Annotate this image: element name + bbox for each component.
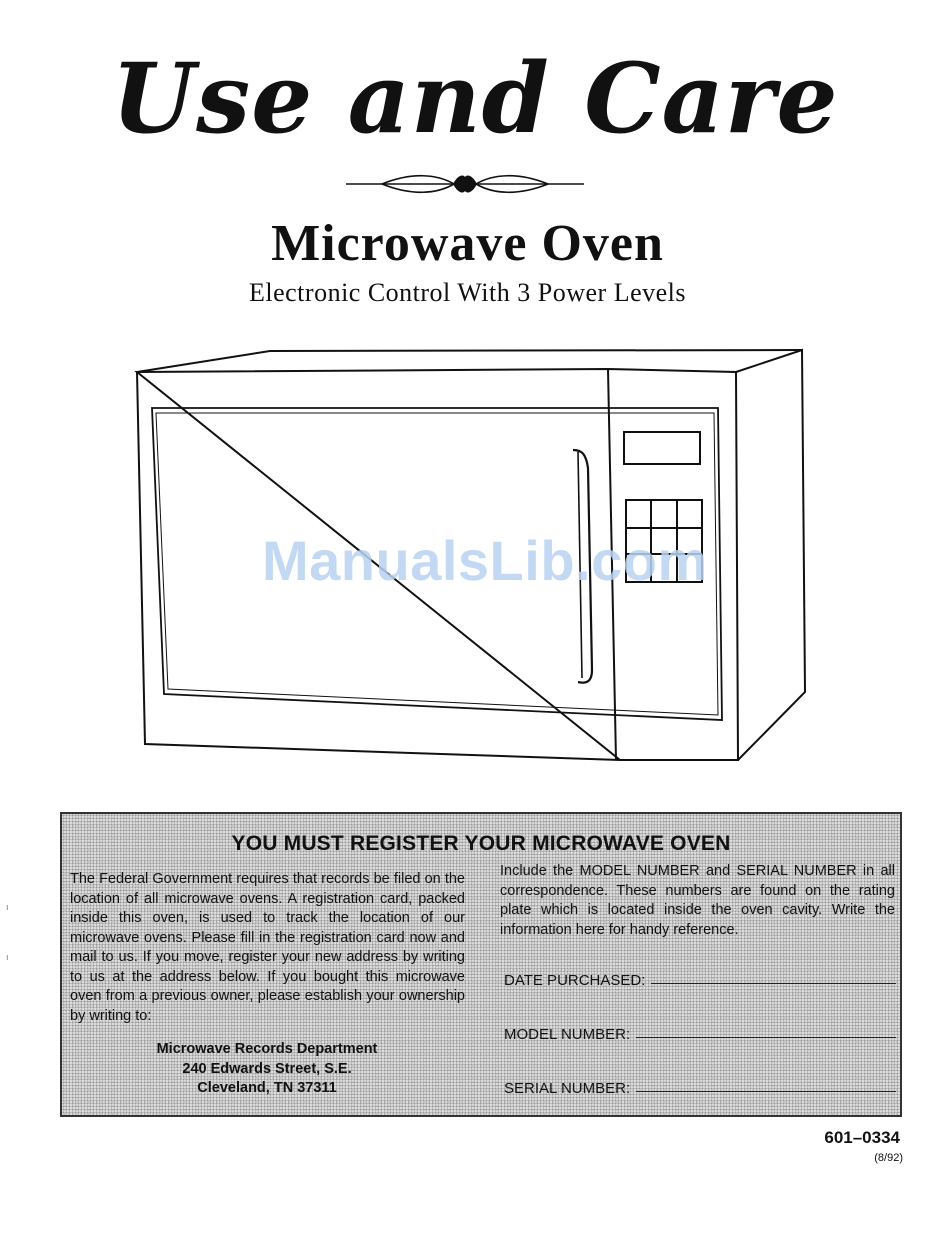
- model-number-line[interactable]: [636, 1037, 896, 1038]
- title-ornament: [342, 170, 588, 198]
- serial-number-line[interactable]: [636, 1091, 896, 1092]
- part-number: 601–0334: [824, 1128, 900, 1147]
- product-name: Microwave Oven: [271, 215, 664, 272]
- date-purchased-field[interactable]: [504, 972, 896, 989]
- model-number-label: MODEL NUMBER:: [504, 1026, 631, 1043]
- model-serial-instructions: Include the MODEL NUMBER and SERIAL NUMBER in all correspondence. These numbers are found on the rating plate which is located inside the oven cavity. Write the information here for handy reference.: [500, 863, 895, 938]
- publication-date: (8/92): [874, 1152, 903, 1164]
- registration-panel: [60, 812, 902, 1117]
- date-purchased-line[interactable]: [651, 983, 896, 984]
- mailing-address: [132, 1040, 402, 1099]
- serial-number-field[interactable]: [504, 1080, 896, 1097]
- watermark: ManualsLib.com: [262, 529, 708, 592]
- address-line: 240 Edwards Street, S.E.: [182, 1060, 352, 1077]
- address-line: Microwave Records Department: [156, 1041, 378, 1057]
- model-number-field[interactable]: [504, 1026, 896, 1043]
- product-tagline: Electronic Control With 3 Power Levels: [249, 278, 686, 307]
- serial-number-label: SERIAL NUMBER:: [504, 1080, 631, 1097]
- date-purchased-label: DATE PURCHASED:: [504, 972, 646, 989]
- page-title: Use and Care: [111, 42, 839, 155]
- scan-mark: ı: [6, 952, 9, 962]
- registration-instructions: The Federal Government requires that records be filed on the location of all microwave ovens. A registration card, packed inside this oven, is used to track the location of our microwave ovens. Please fill in the registration card now and mail to us. If you move, register your new address by writing to us at the address below. If you bought this microwave oven from a previous owner, please establish your ownership by writing to:: [70, 871, 465, 1024]
- address-line: Cleveland, TN 37311: [197, 1080, 337, 1096]
- scan-mark: ı: [6, 902, 9, 912]
- registration-heading: YOU MUST REGISTER YOUR MICROWAVE OVEN: [231, 832, 731, 855]
